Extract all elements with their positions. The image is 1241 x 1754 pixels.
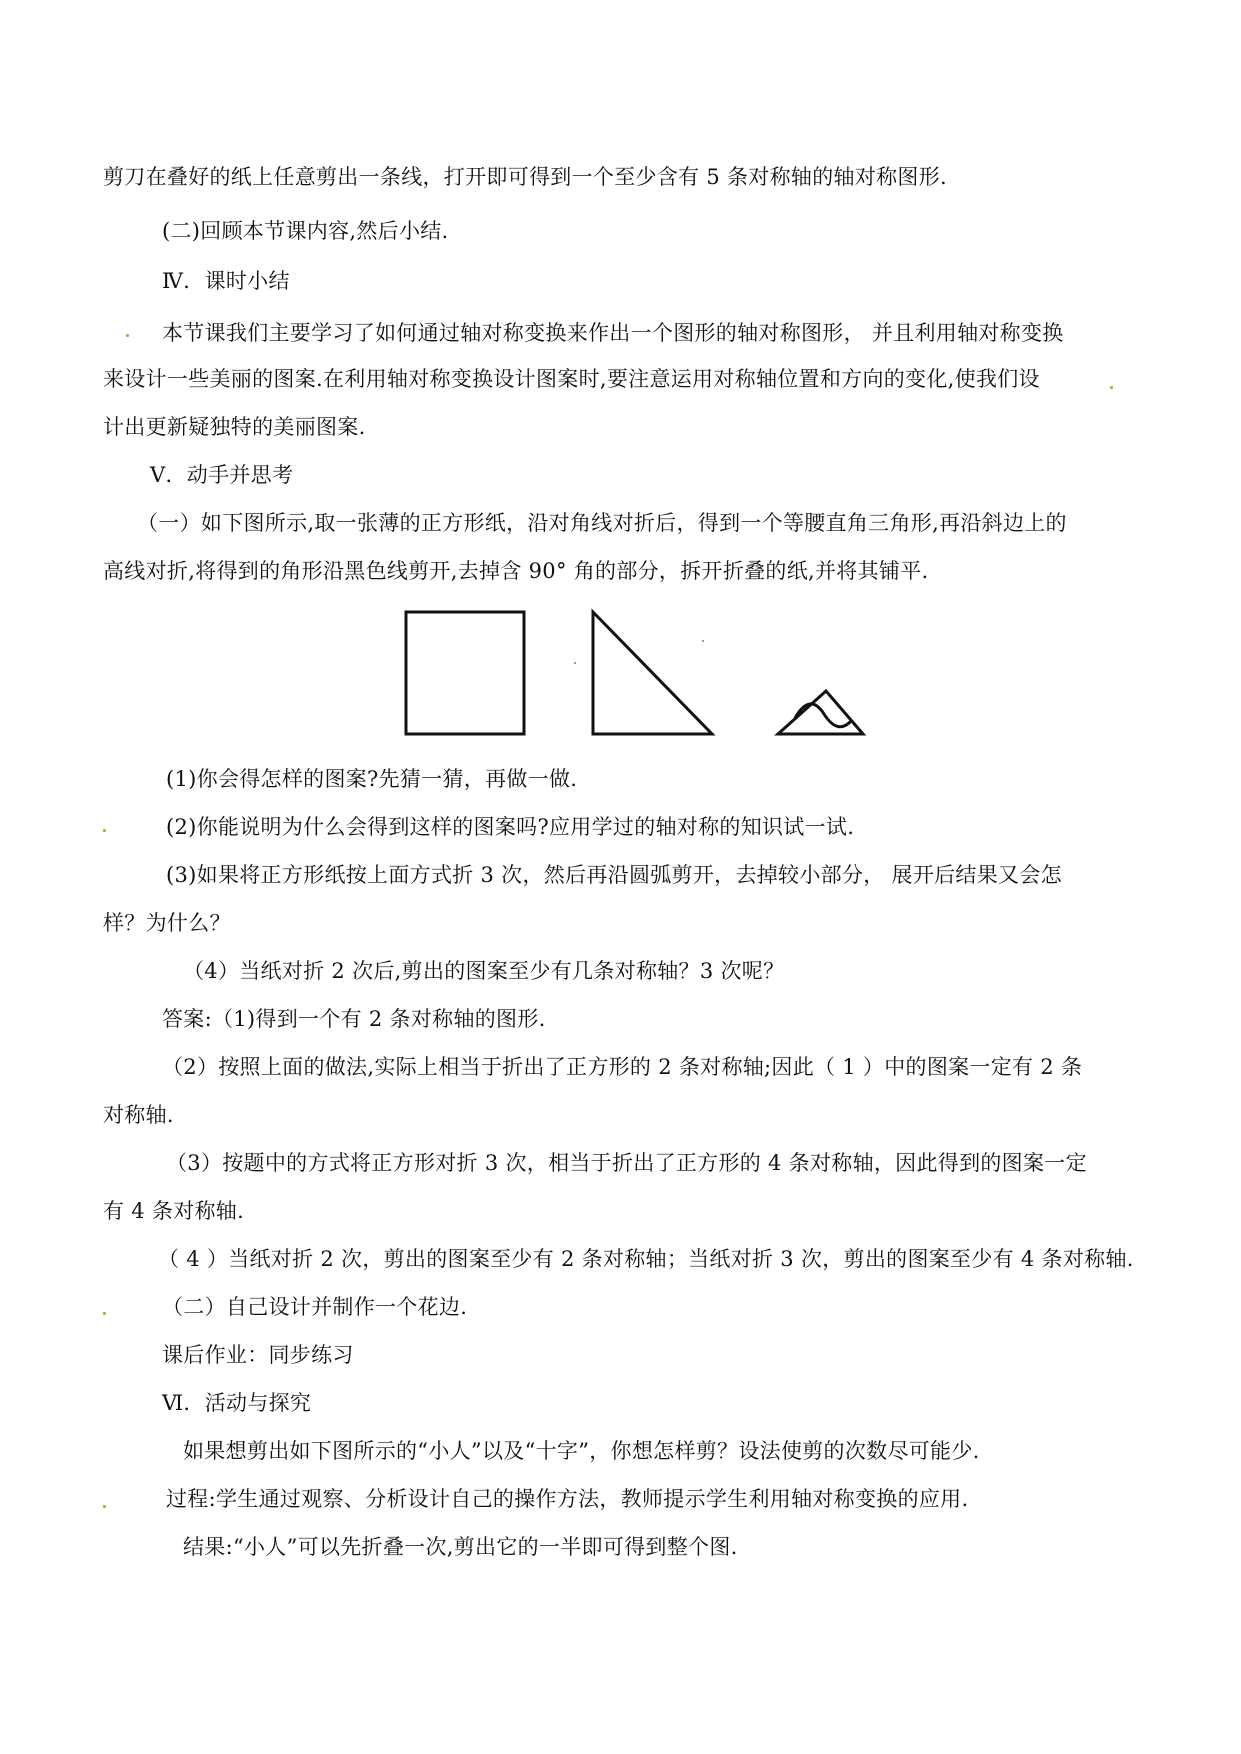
text-line-6: 计出更新疑独特的美丽图案. bbox=[103, 415, 366, 439]
stray-mark bbox=[103, 829, 106, 832]
question-3-cont: 样？为什么？ bbox=[103, 911, 231, 935]
homework-line: 课后作业：同步练习 bbox=[162, 1343, 354, 1367]
folding-diagram bbox=[400, 600, 880, 745]
square-paper bbox=[406, 612, 524, 734]
section-heading-5: Ⅴ．动手并思考 bbox=[150, 463, 294, 487]
text-line-8: （一）如下图所示,取一张薄的正方形纸，沿对角线对折后，得到一个等腰直角三角形,再沿斜边上的 bbox=[137, 511, 1067, 535]
question-1: (1)你会得怎样的图案?先猜一猜，再做一做. bbox=[166, 767, 578, 791]
text-line-design: （二）自己设计并制作一个花边. bbox=[162, 1295, 468, 1319]
stray-mark bbox=[1110, 386, 1113, 389]
answer-2: （2）按照上面的做法,实际上相当于折出了正方形的 2 条对称轴;因此（ 1 ）中的图案一定有 2 条 bbox=[162, 1055, 1083, 1079]
process-line: 过程:学生通过观察、分析设计自己的操作方法，教师提示学生利用轴对称变换的应用. bbox=[166, 1487, 969, 1511]
stray-mark bbox=[126, 334, 129, 337]
text-line-1: 剪刀在叠好的纸上任意剪出一条线，打开即可得到一个至少含有 5 条对称轴的轴对称图形. bbox=[103, 165, 947, 189]
answer-1: 答案:（1)得到一个有 2 条对称轴的图形. bbox=[162, 1007, 546, 1031]
section-heading-4: Ⅳ．课时小结 bbox=[162, 269, 290, 293]
section-heading-6: Ⅵ．活动与探究 bbox=[162, 1391, 312, 1415]
folded-triangle bbox=[593, 612, 712, 734]
stray-mark bbox=[103, 1312, 106, 1315]
question-4: （4）当纸对折 2 次后,剪出的图案至少有几条对称轴？3 次呢？ bbox=[183, 959, 785, 983]
folded-small-triangle bbox=[778, 691, 863, 734]
answer-2-cont: 对称轴. bbox=[103, 1103, 174, 1127]
activity-prompt: 如果想剪出如下图所示的“小人”以及“十字”，你想怎样剪？设法使剪的次数尽可能少. bbox=[183, 1439, 980, 1463]
result-line: 结果:“小人”可以先折叠一次,剪出它的一半即可得到整个图. bbox=[183, 1535, 738, 1559]
text-line-2: (二)回顾本节课内容,然后小结. bbox=[162, 219, 449, 243]
question-3: (3)如果将正方形纸按上面方式折 3 次，然后再沿圆弧剪开，去掉较小部分， 展开后结果又会怎 bbox=[166, 863, 1062, 887]
answer-4: （ 4 ）当纸对折 2 次，剪出的图案至少有 2 条对称轴；当纸对折 3 次，剪出的图案至少有 4 条对称轴. bbox=[158, 1247, 1134, 1271]
text-line-9: 高线对折,将得到的角形沿黑色线剪开,去掉含 90° 角的部分，拆开折叠的纸,并将其铺平. bbox=[103, 559, 929, 583]
text-line-5: 来设计一些美丽的图案.在利用轴对称变换设计图案时,要注意运用对称轴位置和方向的变化,使我们设 bbox=[103, 367, 1040, 391]
answer-3: （3）按题中的方式将正方形对折 3 次，相当于折出了正方形的 4 条对称轴，因此得到的图案一定 bbox=[166, 1151, 1087, 1175]
answer-3-cont: 有 4 条对称轴. bbox=[103, 1199, 245, 1223]
question-2: (2)你能说明为什么会得到这样的图案吗?应用学过的轴对称的知识试一试. bbox=[166, 815, 855, 839]
text-line-4: 本节课我们主要学习了如何通过轴对称变换来作出一个图形的轴对称图形， 并且利用轴对称变换 bbox=[162, 321, 1064, 345]
stray-mark bbox=[103, 1505, 106, 1508]
